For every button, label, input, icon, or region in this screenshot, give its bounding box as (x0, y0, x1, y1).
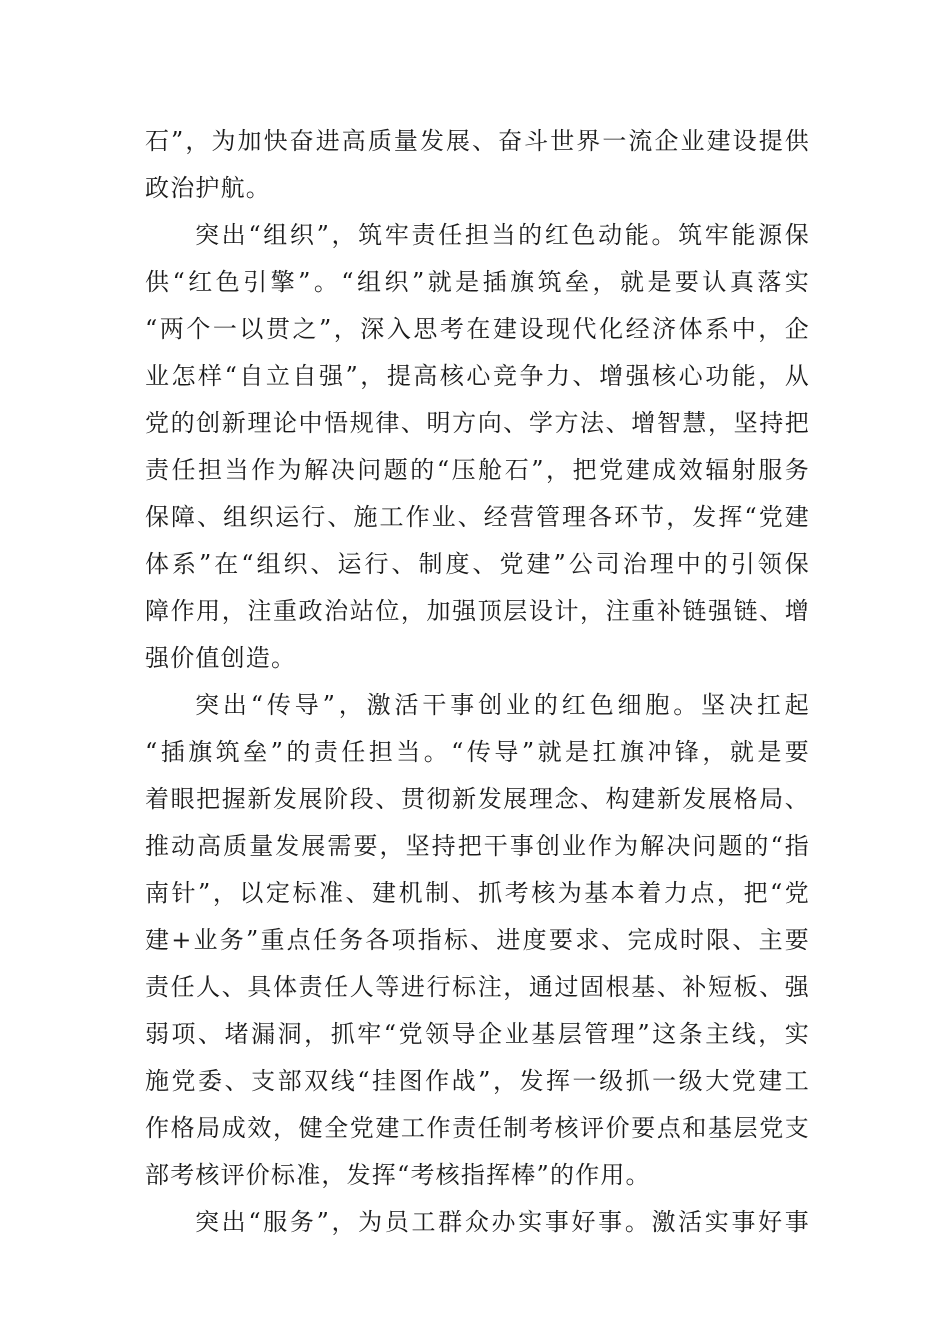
text-line: 作格局成效，健全党建工作责任制考核评价要点和基层党支 (145, 1114, 810, 1142)
text-line: 责任人、具体责任人等进行标注，通过固根基、补短板、强 (145, 973, 810, 1001)
text-line: 施党委、支部双线“挂图作战”，发挥一级抓一级大党建工 (145, 1067, 810, 1095)
text-line: “两个一以贯之”，深入思考在建设现代化经济体系中，企 (145, 315, 810, 343)
paragraph-organization (145, 212, 810, 682)
text-line: 弱项、堵漏洞，抓牢“党领导企业基层管理”这条主线，实 (145, 1020, 810, 1048)
text-line: 部考核评价标准，发挥“考核指挥棒”的作用。 (145, 1161, 651, 1189)
text-line: 着眼把握新发展阶段、贯彻新发展理念、构建新发展格局、 (145, 785, 810, 813)
text-line: 建+业务”重点任务各项指标、进度要求、完成时限、主要 (145, 926, 810, 954)
text-line: 政治护航。 (145, 174, 271, 202)
paragraph-continued (145, 118, 810, 212)
text-line: 强价值创造。 (145, 644, 297, 672)
text-line: 业怎样“自立自强”，提高核心竞争力、增强核心功能，从 (145, 362, 810, 390)
text-line: 突出“传导”，激活干事创业的红色细胞。坚决扛起 (195, 691, 810, 719)
text-line: 障作用，注重政治站位，加强顶层设计，注重补链强链、增 (145, 597, 810, 625)
text-line: 供“红色引擎”。“组织”就是插旗筑垒，就是要认真落实 (145, 268, 810, 296)
text-line: 保障、组织运行、施工作业、经营管理各环节，发挥“党建 (145, 503, 810, 531)
text-line: 推动高质量发展需要，坚持把干事创业作为解决问题的“指 (145, 832, 810, 860)
text-line: 体系”在“组织、运行、制度、党建”公司治理中的引领保 (145, 550, 810, 578)
paragraph-transmission (145, 682, 810, 1199)
text-line: 责任担当作为解决问题的“压舱石”，把党建成效辐射服务 (145, 456, 810, 484)
text-line: 突出“组织”，筑牢责任担当的红色动能。筑牢能源保 (195, 221, 810, 249)
text-line: 党的创新理论中悟规律、明方向、学方法、增智慧，坚持把 (145, 409, 810, 437)
document-body (145, 118, 810, 1246)
text-line: “插旗筑垒”的责任担当。“传导”就是扛旗冲锋，就是要 (145, 738, 810, 766)
text-line: 南针”，以定标准、建机制、抓考核为基本着力点，把“党 (145, 879, 810, 907)
paragraph-service (145, 1199, 810, 1246)
text-line: 石”，为加快奋进高质量发展、奋斗世界一流企业建设提供 (145, 127, 810, 155)
text-line: 突出“服务”，为员工群众办实事好事。激活实事好事 (195, 1208, 810, 1236)
